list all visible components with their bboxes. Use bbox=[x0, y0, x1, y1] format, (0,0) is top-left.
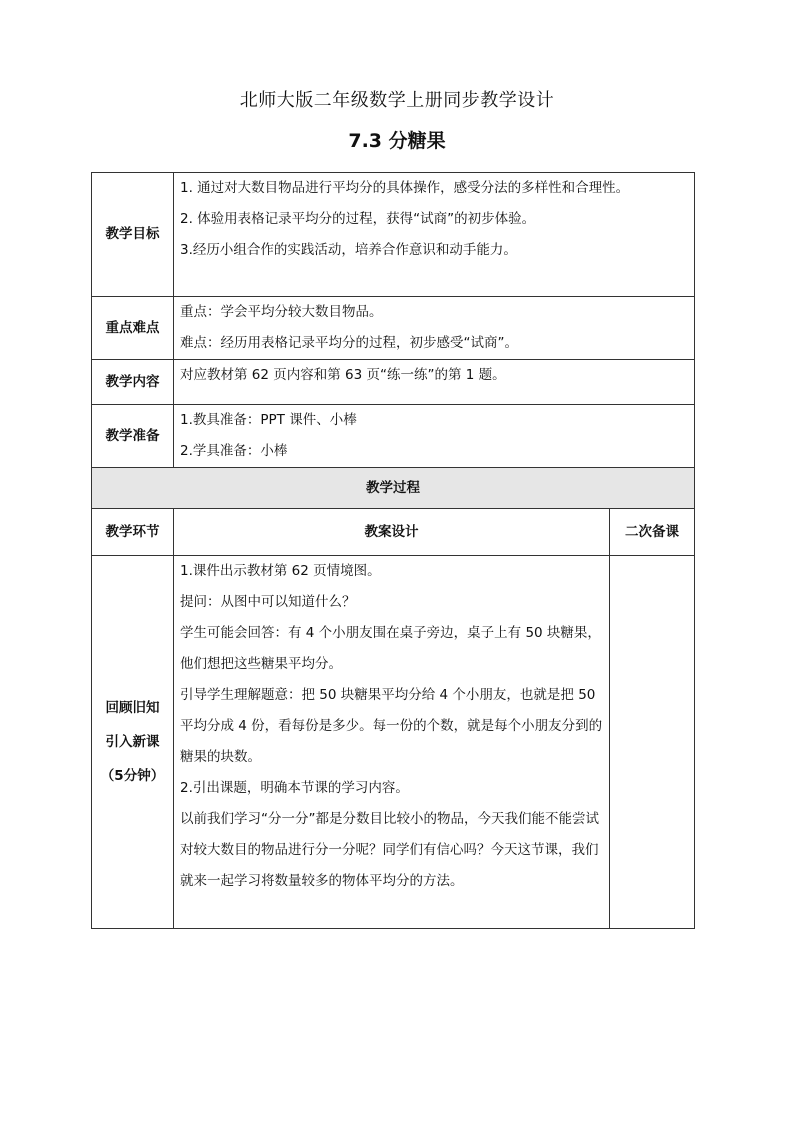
goals-line-3: 3.经历小组合作的实践活动，培养合作意识和动手能力。 bbox=[180, 242, 517, 258]
goals-line-1: 1. 通过对大数目物品进行平均分的具体操作，感受分法的多样性和合理性。 bbox=[180, 180, 630, 196]
stage1-line-5: 2.引出课题，明确本节课的学习内容。 bbox=[180, 780, 409, 796]
stage1-line-2: 提问：从图中可以知道什么？ bbox=[180, 594, 356, 610]
stage1-row bbox=[92, 556, 695, 929]
process-title: 教学过程 bbox=[92, 468, 695, 509]
col-design-header: 教案设计 bbox=[174, 509, 610, 556]
process-title-row bbox=[92, 468, 695, 509]
prep-content bbox=[174, 405, 695, 468]
stage1-line-3: 学生可能会回答：有 4 个小朋友围在桌子旁边，桌子上有 50 块糖果，他们想把这些糖果平均分。 bbox=[180, 625, 601, 672]
stage1-label-line-2: 引入新课 bbox=[105, 734, 160, 750]
document-title: 北师大版二年级数学上册同步教学设计 bbox=[239, 90, 555, 111]
prep-label: 教学准备 bbox=[92, 405, 174, 468]
col-revision-header: 二次备课 bbox=[610, 509, 695, 556]
stage1-revision bbox=[610, 556, 695, 929]
keypoints-line-1: 重点：学会平均分较大数目物品。 bbox=[180, 304, 383, 320]
content-content bbox=[174, 360, 695, 405]
col-stage-header: 教学环节 bbox=[92, 509, 174, 556]
keypoints-row bbox=[92, 297, 695, 360]
stage1-line-1: 1.课件出示教材第 62 页情境图。 bbox=[180, 563, 381, 579]
content-line-1: 对应教材第 62 页内容和第 63 页“练一练”的第 1 题。 bbox=[180, 367, 506, 383]
stage1-label-line-1: 回顾旧知 bbox=[105, 700, 160, 716]
goals-line-2: 2. 体验用表格记录平均分的过程，获得“试商”的初步体验。 bbox=[180, 211, 536, 227]
stage1-line-6: 以前我们学习“分一分”都是分数目比较小的物品，今天我们能不能尝试对较大数目的物品进行分一分呢？同学们有信心吗？今天这节课，我们就来一起学习将数量较多的物体平均分的方法。 bbox=[180, 811, 599, 889]
keypoints-label: 重点难点 bbox=[92, 297, 174, 360]
keypoints-line-2: 难点：经历用表格记录平均分的过程，初步感受“试商”。 bbox=[180, 335, 518, 351]
lesson-plan-table bbox=[91, 172, 695, 929]
process-header-row bbox=[92, 509, 695, 556]
keypoints-content bbox=[174, 297, 695, 360]
lesson-title: 7.3 分糖果 bbox=[348, 130, 446, 152]
goals-label: 教学目标 bbox=[92, 173, 174, 297]
goals-content bbox=[174, 173, 695, 297]
prep-row bbox=[92, 405, 695, 468]
prep-line-1: 1.教具准备：PPT 课件、小棒 bbox=[180, 412, 357, 428]
stage1-label bbox=[92, 556, 174, 929]
stage1-design bbox=[174, 556, 610, 929]
goals-row bbox=[92, 173, 695, 297]
prep-line-2: 2.学具准备：小棒 bbox=[180, 443, 288, 459]
stage1-line-4: 引导学生理解题意：把 50 块糖果平均分给 4 个小朋友，也就是把 50 平均分成 4 份，看每份是多少。每一份的个数，就是每个小朋友分到的糖果的块数。 bbox=[180, 687, 603, 765]
stage1-label-line-3: （5分钟） bbox=[100, 768, 165, 784]
content-row bbox=[92, 360, 695, 405]
content-label: 教学内容 bbox=[92, 360, 174, 405]
